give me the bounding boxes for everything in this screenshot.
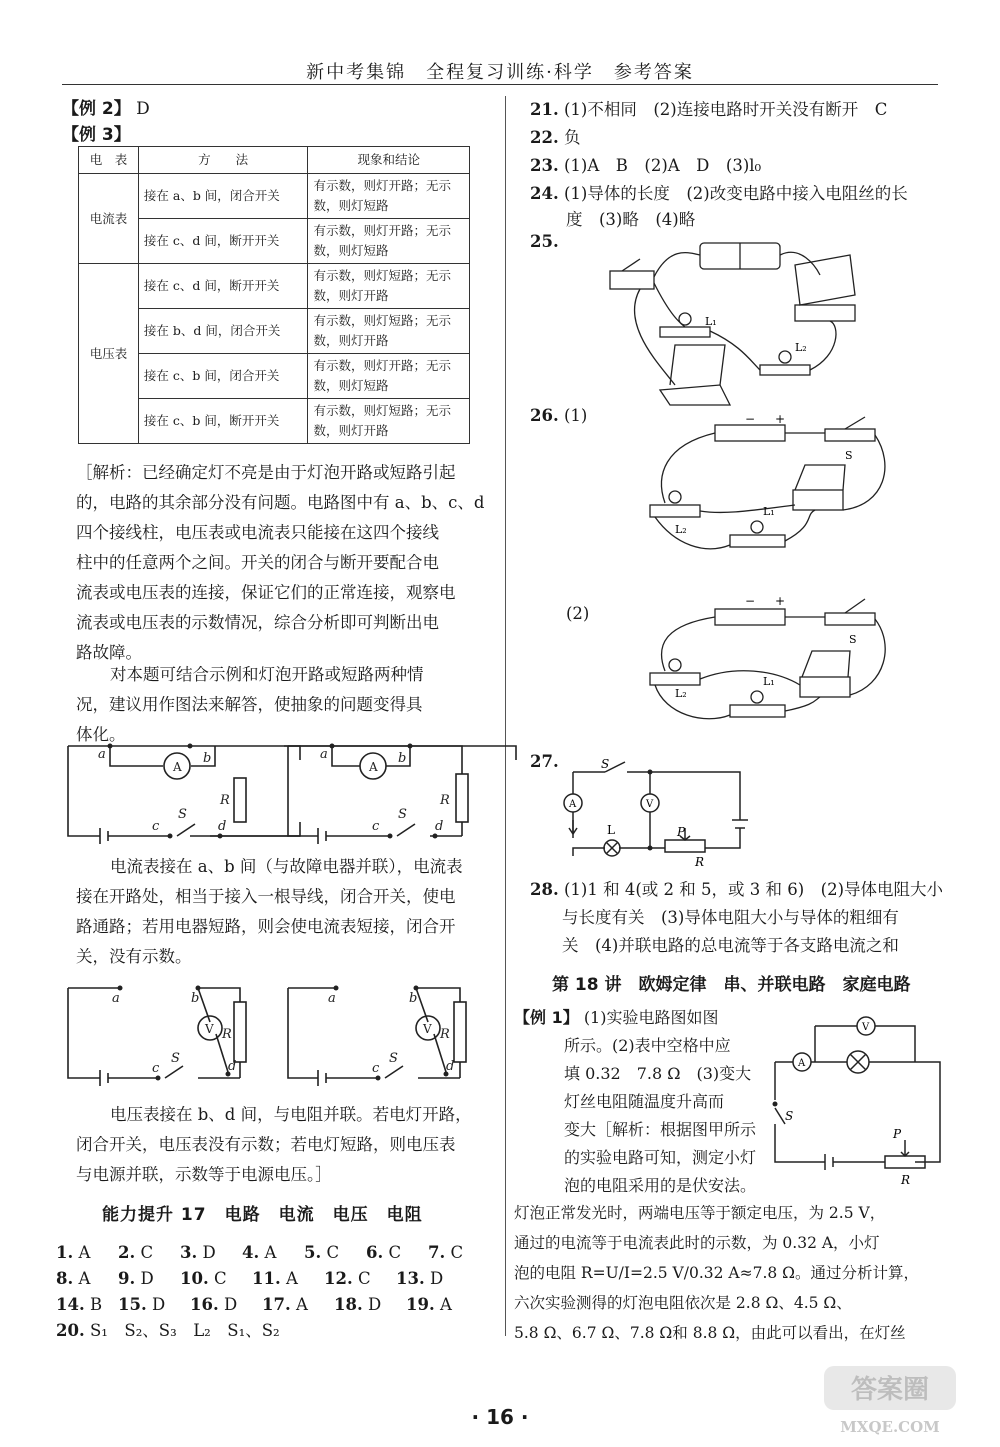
table-row	[79, 264, 470, 309]
label-d: d	[446, 1059, 455, 1074]
label-a: a	[328, 991, 336, 1006]
label-R: R	[222, 1027, 232, 1042]
label-b: b	[203, 751, 212, 766]
text-line: 流表或电压表的连接，保证它们的正常连接，观察电	[76, 583, 456, 602]
ammeter-A: A	[798, 1058, 806, 1069]
plus-sign: +	[775, 412, 786, 426]
label-d: d	[228, 1059, 237, 1074]
question-26-part1: 26. (1)	[530, 406, 588, 425]
text-line: 与电源并联，示数等于电源电压。］	[76, 1165, 332, 1184]
label-a: a	[320, 747, 328, 762]
meter-cell: 电流表	[79, 174, 139, 264]
answer-row: 20. S₁ S₂、S₃ L₂ S₁、S₂	[56, 1321, 280, 1340]
table-row	[79, 174, 470, 219]
label-L1: L₁	[763, 675, 775, 688]
text-line: 况，建议用作图法来解答，使抽象的问题变得具	[76, 695, 423, 714]
voltmeter-V: V	[862, 1022, 870, 1033]
text-line: 体化。	[76, 725, 126, 744]
result-cell: 有示数，则灯开路；无示数，则灯短路	[308, 174, 470, 219]
label-L2: L₂	[675, 687, 687, 700]
question-28-cont: 与长度有关 (3)导体电阻大小与导体的粗细有	[562, 908, 899, 927]
label-L2: L₂	[795, 341, 807, 354]
text-line: 柱中的任意两个之间。开关的闭合与断开要配合电	[76, 553, 439, 572]
example-1-continued	[514, 1198, 964, 1348]
answer-grid	[56, 1240, 496, 1344]
text-line: 流表或电压表的示数情况，综合分析即可判断出电	[76, 613, 439, 632]
ammeter-explanation	[76, 852, 496, 972]
method-cell: 接在 c、b 间，闭合开关	[138, 354, 308, 399]
label-R: R	[440, 1027, 450, 1042]
page-number: · 16 ·	[471, 1405, 529, 1429]
text-line: 5.8 Ω、6.7 Ω、7.8 Ω和 8.8 Ω，由此可以看出，在灯丝	[514, 1324, 906, 1342]
text-line: 接在开路处，相当于接入一根导线，闭合开关，使电	[76, 887, 456, 906]
ammeter-circuit-diagrams	[60, 740, 500, 845]
label-d: d	[435, 819, 444, 834]
label-S: S	[398, 807, 407, 822]
minus-sign: −	[745, 412, 756, 426]
result-cell: 有示数，则灯开路；无示数，则灯短路	[308, 219, 470, 264]
question-28: 28. (1)1 和 4(或 2 和 5，或 3 和 6) (2)导体电阻大小	[530, 880, 944, 899]
question-24: 24. (1)导体的长度 (2)改变电路中接入电阻丝的长	[530, 184, 908, 203]
label-S: S	[601, 757, 610, 771]
table-header: 现象和结论	[308, 147, 470, 174]
label-c: c	[372, 819, 380, 834]
label-R: R	[901, 1173, 911, 1187]
answer-row: 1. A 2. C 3. D 4. A 5. C 6. C 7. C	[56, 1243, 464, 1262]
label-b: b	[191, 991, 200, 1006]
text-line: 六次实验测得的灯泡电阻依次是 2.8 Ω、4.5 Ω、	[514, 1294, 852, 1312]
voltmeter-explanation	[76, 1100, 496, 1190]
voltmeter-V: V	[423, 1022, 432, 1036]
label-L: L	[607, 823, 615, 837]
label-c: c	[372, 1061, 380, 1076]
label-L2: L₂	[675, 523, 687, 536]
example-3-label: 【例 3】	[62, 125, 131, 145]
section-title-17: 能力提升 17 电路 电流 电压 电阻	[102, 1205, 423, 1225]
label-a: a	[112, 991, 120, 1006]
meter-cell: 电压表	[79, 264, 139, 444]
table-header-row	[79, 147, 470, 174]
ammeter-A: A	[369, 760, 378, 774]
label-S: S	[178, 807, 187, 822]
answer-row: 8. A 9. D 10. C 11. A 12. C 13. D	[56, 1269, 444, 1288]
method-cell: 接在 b、d 间，闭合开关	[138, 309, 308, 354]
example-3-table	[78, 146, 470, 444]
label-S: S	[389, 1051, 398, 1066]
method-cell: 接在 c、d 间，断开开关	[138, 264, 308, 309]
voltmeter-circuit-diagrams	[60, 982, 500, 1087]
label-R: R	[695, 855, 705, 869]
text-line: ［解析：已经确定灯不亮是由于灯泡开路或短路引起	[76, 463, 456, 482]
example-1-circuit	[765, 1012, 945, 1187]
text-line: 灯泡正常发光时，两端电压等于额定电压，为 2.5 V，	[514, 1204, 886, 1222]
q26-figure-2	[645, 585, 895, 735]
ammeter-A: A	[569, 799, 577, 810]
label-S: S	[845, 449, 853, 462]
text-line: 的，电路的其余部分没有问题。电路图中有 a、b、c、d	[76, 493, 485, 512]
minus-sign: −	[745, 594, 756, 608]
result-cell: 有示数，则灯短路；无示数，则灯开路	[308, 399, 470, 444]
question-28-cont: 关 (4)并联电路的总电流等于各支路电流之和	[562, 936, 899, 955]
analysis-paragraph	[76, 458, 496, 668]
voltmeter-V: V	[646, 799, 654, 810]
table-header: 方 法	[138, 147, 308, 174]
example-2-label: 【例 2】	[62, 99, 131, 119]
question-25: 25.	[530, 232, 559, 251]
text-line: 电压表接在 b、d 间，与电阻并联。若电灯开路，	[110, 1105, 472, 1124]
text-line: 路故障。	[76, 643, 142, 662]
result-cell: 有示数，则灯短路；无示数，则灯开路	[308, 309, 470, 354]
label-S: S	[171, 1051, 180, 1066]
label-b: b	[409, 991, 418, 1006]
label-c: c	[152, 819, 160, 834]
watermark-logo	[820, 1360, 960, 1440]
text-line: 关，没有示数。	[76, 947, 192, 966]
text-line: 四个接线柱，电压表或电流表只能接在这四个接线	[76, 523, 439, 542]
label-c: c	[152, 1061, 160, 1076]
label-P: P	[677, 825, 686, 839]
voltmeter-V: V	[205, 1022, 214, 1036]
plus-sign: +	[775, 594, 786, 608]
page-header: 新中考集锦 全程复习训练·科学 参考答案	[306, 62, 694, 83]
svg-text:答案圈: 答案圈	[850, 1375, 930, 1405]
label-P: P	[893, 1127, 902, 1141]
label-L1: L₁	[763, 505, 775, 518]
method-cell: 接在 c、d 间，断开开关	[138, 219, 308, 264]
analysis-paragraph-2	[76, 660, 496, 750]
label-S: S	[849, 633, 857, 646]
lecture-18-title: 第 18 讲 欧姆定律 串、并联电路 家庭电路	[552, 975, 911, 995]
question-24-cont: 度 (3)略 (4)略	[566, 210, 696, 229]
result-cell: 有示数，则灯开路；无示数，则灯短路	[308, 354, 470, 399]
label-a: a	[98, 747, 106, 762]
example-1: 【例 1】 (1)实验电路图如图 所示。(2)表中空格中应 填 0.32 7.8 Ω (3)变大 灯丝电阻随温度升高而 变大［解析：根据图甲所示 的实验电路可知，测定小灯 泡的电阻采用的是伏安法。	[514, 1008, 757, 1195]
svg-text:MXQE.COM: MXQE.COM	[840, 1418, 940, 1436]
label-R: R	[220, 793, 230, 808]
q27-circuit	[555, 757, 755, 870]
text-line: 泡的电阻 R=U/I=2.5 V/0.32 A≈7.8 Ω。通过分析计算，	[514, 1264, 920, 1282]
label-S: S	[785, 1109, 794, 1123]
label-R: R	[440, 793, 450, 808]
label-d: d	[218, 819, 227, 834]
label-b: b	[398, 751, 407, 766]
text-line: 通过的电流等于电流表此时的示数，为 0.32 A，小灯	[514, 1234, 880, 1252]
header-rule	[62, 84, 938, 85]
q26-figure-1	[645, 412, 895, 565]
method-cell: 接在 c、b 间，断开开关	[138, 399, 308, 444]
question-23: 23. (1)A B (2)A D (3)l₀	[530, 156, 762, 175]
result-cell: 有示数，则灯短路；无示数，则灯开路	[308, 264, 470, 309]
example-2-answer: D	[136, 99, 150, 119]
question-27: 27.	[530, 752, 559, 771]
text-line: 电流表接在 a、b 间（与故障电器并联），电流表	[110, 857, 463, 876]
answer-row: 14. B 15. D 16. D 17. A 18. D 19. A	[56, 1295, 452, 1314]
example-2	[62, 94, 150, 119]
question-22: 22. 负	[530, 128, 581, 147]
question-26-part2: (2)	[566, 604, 590, 623]
ammeter-A: A	[173, 760, 182, 774]
column-divider	[505, 96, 506, 1336]
text-line: 路通路；若用电器短路，则会使电流表短接，闭合开	[76, 917, 456, 936]
text-line: 闭合开关，电压表没有示数；若电灯短路，则电压表	[76, 1135, 456, 1154]
table-header: 电 表	[79, 147, 139, 174]
text-line: 对本题可结合示例和灯泡开路或短路两种情	[110, 665, 424, 684]
method-cell: 接在 a、b 间，闭合开关	[138, 174, 308, 219]
q25-wiring-figure	[600, 235, 870, 405]
label-L1: L₁	[705, 315, 717, 328]
question-21: 21. (1)不相同 (2)连接电路时开关没有断开 C	[530, 100, 888, 119]
